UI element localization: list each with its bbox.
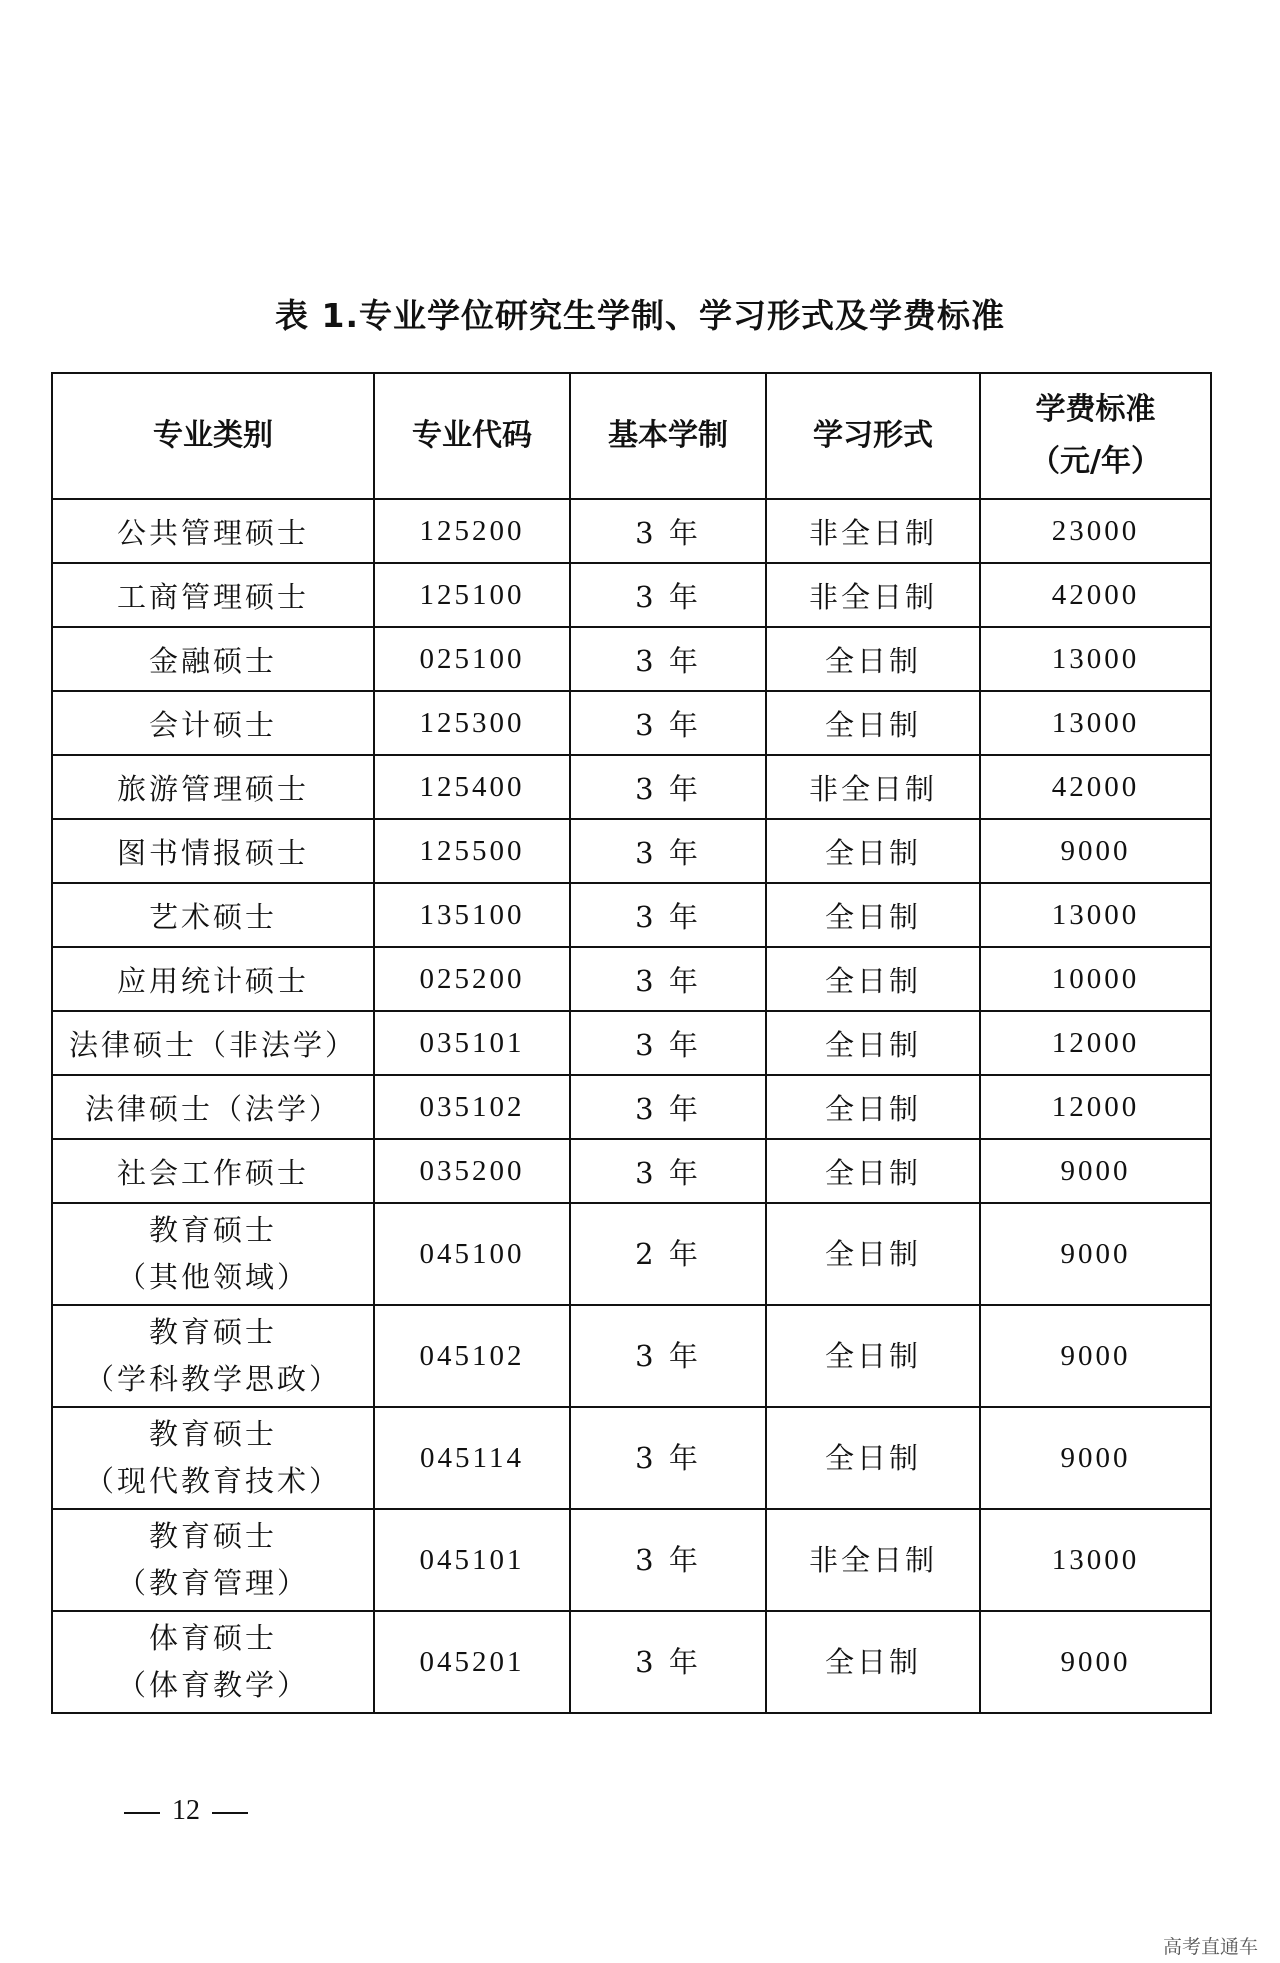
cell-fee: 42000	[980, 755, 1211, 819]
cell-category	[52, 1305, 374, 1407]
cell-fee: 13000	[980, 627, 1211, 691]
cell-fee: 9000	[980, 1305, 1211, 1407]
category-line: 艺术硕士	[148, 899, 277, 934]
page-number: 12	[172, 1795, 200, 1826]
cell-category	[52, 563, 374, 627]
cell-category	[52, 1611, 374, 1713]
cell-duration: 3 年	[570, 627, 766, 691]
cell-fee: 23000	[980, 499, 1211, 563]
category-line: 金融硕士	[148, 643, 277, 678]
cell-fee: 12000	[980, 1075, 1211, 1139]
category-line: 工商管理硕士	[116, 579, 309, 614]
cell-mode: 全日制	[766, 883, 980, 947]
footer-dash-left	[124, 1812, 160, 1814]
header-fee-label: 学费标准	[1035, 392, 1156, 427]
header-fee-unit: （元/年）	[1030, 444, 1161, 479]
cell-category	[52, 1139, 374, 1203]
cell-fee: 9000	[980, 819, 1211, 883]
table-body	[52, 499, 1211, 1713]
cell-code: 125100	[374, 563, 570, 627]
header-code: 专业代码	[374, 373, 570, 499]
cell-fee: 9000	[980, 1203, 1211, 1305]
table-row	[52, 563, 1211, 627]
table-row	[52, 1407, 1211, 1509]
table-row	[52, 1203, 1211, 1305]
cell-mode: 全日制	[766, 1075, 980, 1139]
table-header-row	[52, 373, 1211, 499]
cell-duration: 3 年	[570, 691, 766, 755]
cell-fee: 9000	[980, 1139, 1211, 1203]
table-row	[52, 1611, 1211, 1713]
cell-code: 035102	[374, 1075, 570, 1139]
cell-duration: 2 年	[570, 1203, 766, 1305]
cell-code: 045101	[374, 1509, 570, 1611]
cell-mode: 全日制	[766, 1305, 980, 1407]
cell-category	[52, 947, 374, 1011]
category-line: （其他领域）	[116, 1260, 309, 1294]
cell-fee: 13000	[980, 1509, 1211, 1611]
cell-mode: 非全日制	[766, 1509, 980, 1611]
cell-duration: 3 年	[570, 947, 766, 1011]
cell-category	[52, 1203, 374, 1305]
cell-code: 125300	[374, 691, 570, 755]
table-row	[52, 627, 1211, 691]
footer-dash-right	[212, 1812, 248, 1814]
cell-category	[52, 1509, 374, 1611]
cell-mode: 全日制	[766, 1139, 980, 1203]
cell-duration: 3 年	[570, 755, 766, 819]
category-line: 法律硕士（法学）	[84, 1091, 341, 1126]
category-line: 社会工作硕士	[116, 1155, 309, 1190]
cell-mode: 全日制	[766, 691, 980, 755]
category-line: 会计硕士	[148, 707, 277, 742]
cell-code: 045114	[374, 1407, 570, 1509]
category-line: （教育管理）	[116, 1566, 309, 1600]
category-line: 教育硕士	[148, 1417, 277, 1451]
table-row	[52, 1509, 1211, 1611]
category-line: 应用统计硕士	[116, 963, 309, 998]
cell-duration: 3 年	[570, 819, 766, 883]
cell-duration: 3 年	[570, 883, 766, 947]
cell-duration: 3 年	[570, 1139, 766, 1203]
cell-mode: 全日制	[766, 1611, 980, 1713]
cell-mode: 全日制	[766, 947, 980, 1011]
cell-mode: 非全日制	[766, 755, 980, 819]
cell-duration: 3 年	[570, 1407, 766, 1509]
cell-category	[52, 883, 374, 947]
table-row	[52, 947, 1211, 1011]
table-title: 表 1.专业学位研究生学制、学习形式及学费标准	[275, 296, 1005, 335]
cell-mode: 全日制	[766, 1203, 980, 1305]
category-line: 教育硕士	[148, 1213, 277, 1247]
watermark-text: 高考直通车	[1162, 1936, 1258, 1958]
table-row	[52, 1075, 1211, 1139]
category-line: （现代教育技术）	[84, 1464, 341, 1498]
page-footer	[112, 1795, 260, 1827]
table-row	[52, 1305, 1211, 1407]
cell-mode: 非全日制	[766, 563, 980, 627]
cell-duration: 3 年	[570, 1011, 766, 1075]
category-line: 图书情报硕士	[116, 835, 309, 870]
cell-code: 045100	[374, 1203, 570, 1305]
cell-category	[52, 627, 374, 691]
cell-duration: 3 年	[570, 1075, 766, 1139]
cell-duration: 3 年	[570, 499, 766, 563]
cell-code: 125400	[374, 755, 570, 819]
cell-fee: 10000	[980, 947, 1211, 1011]
cell-category	[52, 755, 374, 819]
category-line: 教育硕士	[148, 1315, 277, 1349]
cell-duration: 3 年	[570, 1509, 766, 1611]
table-row	[52, 1139, 1211, 1203]
table-row	[52, 819, 1211, 883]
table-row	[52, 1011, 1211, 1075]
cell-duration: 3 年	[570, 563, 766, 627]
cell-category	[52, 1075, 374, 1139]
tuition-table	[51, 372, 1212, 1714]
cell-category	[52, 1011, 374, 1075]
cell-mode: 全日制	[766, 819, 980, 883]
cell-code: 025200	[374, 947, 570, 1011]
category-line: 旅游管理硕士	[116, 771, 309, 806]
header-mode: 学习形式	[766, 373, 980, 499]
cell-code: 125200	[374, 499, 570, 563]
category-line: 公共管理硕士	[116, 515, 309, 550]
cell-fee: 9000	[980, 1611, 1211, 1713]
cell-category	[52, 499, 374, 563]
cell-fee: 9000	[980, 1407, 1211, 1509]
table-row	[52, 691, 1211, 755]
category-line: （体育教学）	[116, 1668, 309, 1702]
cell-duration: 3 年	[570, 1305, 766, 1407]
cell-fee: 42000	[980, 563, 1211, 627]
cell-code: 025100	[374, 627, 570, 691]
category-line: （学科教学思政）	[84, 1362, 341, 1396]
table-row	[52, 883, 1211, 947]
cell-fee: 12000	[980, 1011, 1211, 1075]
cell-category	[52, 819, 374, 883]
header-duration: 基本学制	[570, 373, 766, 499]
cell-category	[52, 1407, 374, 1509]
cell-fee: 13000	[980, 691, 1211, 755]
category-line: 法律硕士（非法学）	[68, 1027, 357, 1062]
cell-code: 045102	[374, 1305, 570, 1407]
category-line: 教育硕士	[148, 1519, 277, 1553]
cell-mode: 全日制	[766, 1407, 980, 1509]
table-row	[52, 755, 1211, 819]
cell-category	[52, 691, 374, 755]
cell-duration: 3 年	[570, 1611, 766, 1713]
cell-fee: 13000	[980, 883, 1211, 947]
cell-code: 035200	[374, 1139, 570, 1203]
header-fee	[980, 373, 1211, 499]
cell-mode: 全日制	[766, 627, 980, 691]
cell-mode: 非全日制	[766, 499, 980, 563]
cell-code: 125500	[374, 819, 570, 883]
cell-mode: 全日制	[766, 1011, 980, 1075]
category-line: 体育硕士	[148, 1621, 277, 1655]
table-row	[52, 499, 1211, 563]
cell-code: 035101	[374, 1011, 570, 1075]
cell-code: 045201	[374, 1611, 570, 1713]
header-category: 专业类别	[52, 373, 374, 499]
cell-code: 135100	[374, 883, 570, 947]
